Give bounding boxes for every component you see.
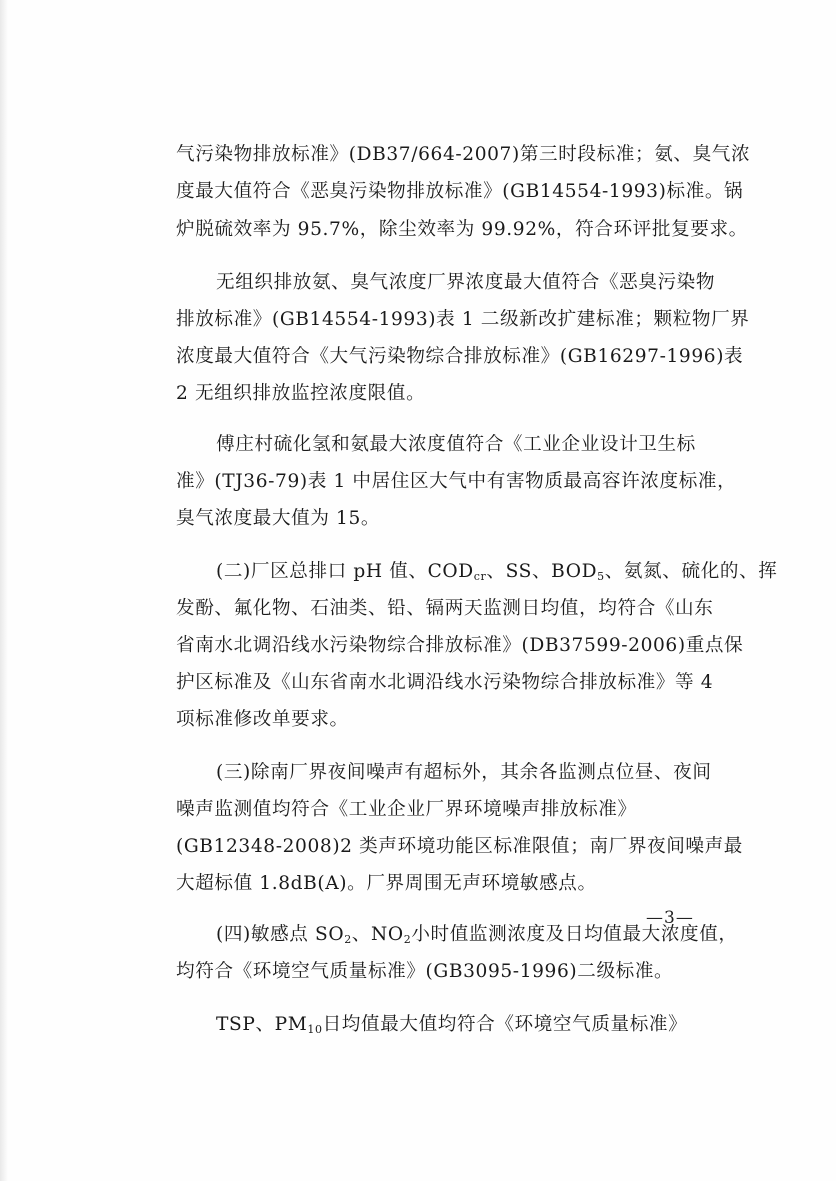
text-line: 无组织排放氨、臭气浓度厂界浓度最大值符合《恶臭污染物 xyxy=(216,272,716,293)
text-line: 护区标准及《山东省南水北调沿线水污染物综合排放标准》等 4 xyxy=(176,672,714,693)
text-segment: 、氨氮、硫化的、挥 xyxy=(604,561,778,582)
text-line: 炉脱硫效率为 95.7%，除尘效率为 99.92%，符合环评批复要求。 xyxy=(176,219,748,240)
text-line: 项标准修改单要求。 xyxy=(176,709,349,730)
text-line: (三)除南厂界夜间噪声有超标外，其余各监测点位昼、夜间 xyxy=(216,762,712,783)
text-line: 度最大值符合《恶臭污染物排放标准》(GB14554-1993)标准。锅 xyxy=(176,181,744,202)
subscript: 5 xyxy=(597,570,605,583)
text-line: 噪声监测值均符合《工业企业厂界环境噪声排放标准》 xyxy=(176,799,637,820)
text-line: 准》(TJ36-79)表 1 中居住区大气中有害物质最高容许浓度标准， xyxy=(176,471,737,492)
text-line xyxy=(216,557,777,587)
subscript: 10 xyxy=(307,1023,323,1036)
text-line: (GB12348-2008)2 类声环境功能区标准限值；南厂界夜间噪声最 xyxy=(176,836,743,857)
text-line: 大超标值 1.8dB(A)。厂界周围无声环境敏感点。 xyxy=(176,873,597,894)
text-line: 2 无组织排放监控浓度限值。 xyxy=(176,383,426,404)
subscript: 2 xyxy=(403,933,412,946)
text-line: 浓度最大值符合《大气污染物综合排放标准》(GB16297-1996)表 xyxy=(176,346,744,367)
text-segment: 、NO xyxy=(351,924,404,945)
text-segment: TSP、PM xyxy=(216,1014,308,1035)
subscript: 2 xyxy=(344,933,352,946)
scan-shadow xyxy=(0,0,8,1181)
text-segment: 、SS、BOD xyxy=(486,561,598,582)
text-line: 气污染物排放标准》(DB37/664-2007)第三时段标准；氨、臭气浓 xyxy=(176,144,751,165)
text-line: 臭气浓度最大值为 15。 xyxy=(176,508,381,529)
text-line: 发酚、氟化物、石油类、铅、镉两天监测日均值，均符合《山东 xyxy=(176,598,714,619)
text-line: 省南水北调沿线水污染物综合排放标准》(DB37599-2006)重点保 xyxy=(176,635,744,656)
text-line: 均符合《环境空气质量标准》(GB3095-1996)二级标准。 xyxy=(176,961,674,982)
text-segment: 小时值监测浓度及日均值最大浓度值， xyxy=(411,924,738,945)
text-segment: (二)厂区总排口 pH 值、COD xyxy=(216,561,474,582)
text-line xyxy=(216,1010,687,1040)
text-segment: 日均值最大值均符合《环境空气质量标准》 xyxy=(322,1014,688,1035)
text-segment: (四)敏感点 SO xyxy=(216,924,345,945)
page-number: —3— xyxy=(646,908,694,928)
subscript: cr xyxy=(473,570,487,583)
text-line: 傅庄村硫化氢和氨最大浓度值符合《工业企业设计卫生标 xyxy=(216,434,696,455)
text-line: 排放标准》(GB14554-1993)表 1 二级新改扩建标准；颗粒物厂界 xyxy=(176,309,750,330)
